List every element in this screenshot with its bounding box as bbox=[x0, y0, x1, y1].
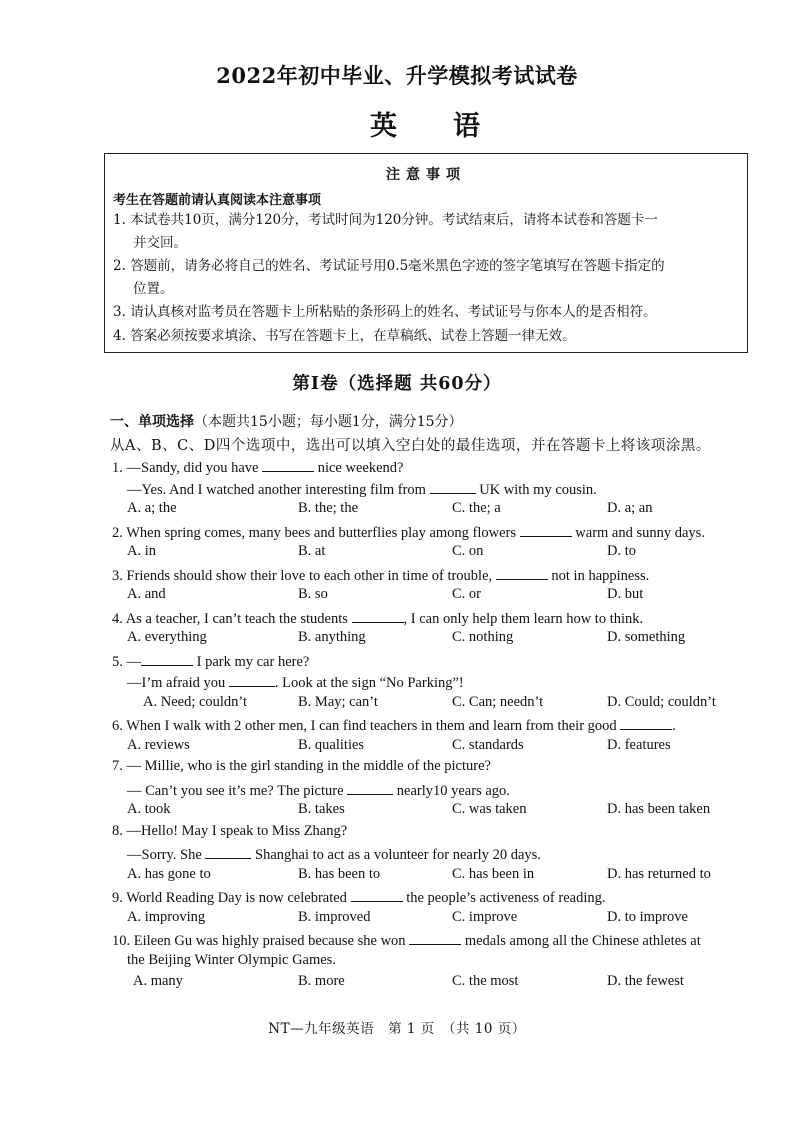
question-text: the Beijing Winter Olympic Games. bbox=[127, 951, 336, 968]
answer-option: A. has gone to bbox=[127, 865, 211, 882]
answer-option: C. standards bbox=[452, 736, 524, 753]
answer-option: B. has been to bbox=[298, 865, 381, 882]
question-text: 3. Friends should show their love to each other in time of trouble, bbox=[112, 567, 496, 584]
question-line bbox=[112, 608, 643, 628]
part-heading bbox=[110, 411, 463, 431]
answer-option: A. Need; couldn’t bbox=[143, 693, 248, 710]
answer-option: B. the; the bbox=[298, 500, 359, 516]
notice-item-continuation: 并交回。 bbox=[133, 235, 187, 251]
answer-blank bbox=[351, 887, 403, 902]
question-text: nearly10 years ago. bbox=[393, 782, 510, 799]
answer-blank bbox=[352, 608, 404, 623]
question-text: Shanghai to act as a volunteer for nearly 20 days. bbox=[251, 847, 541, 863]
question-text: 6. When I walk with 2 other men, I can find teachers in them and learn from their good bbox=[112, 718, 621, 734]
answer-option: D. features bbox=[607, 736, 671, 753]
question-text: warm and sunny days. bbox=[571, 524, 705, 541]
question-line bbox=[112, 930, 701, 950]
question-line bbox=[112, 823, 347, 840]
answer-option: A. improving bbox=[127, 908, 206, 925]
question-text: I park my car here? bbox=[193, 653, 310, 670]
question-text: 10. Eileen Gu was highly praised because she won bbox=[112, 933, 410, 949]
answer-option: A. many bbox=[133, 973, 183, 989]
answer-option: D. has been taken bbox=[607, 801, 711, 817]
question-text: —Sorry. She bbox=[127, 847, 206, 863]
answer-option: C. or bbox=[452, 586, 481, 602]
answer-option: D. something bbox=[607, 629, 686, 645]
answer-blank bbox=[347, 780, 393, 795]
notice-item bbox=[113, 255, 741, 301]
answer-option: C. on bbox=[452, 543, 484, 559]
answer-option: D. Could; couldn’t bbox=[607, 693, 716, 710]
question-text: medals among all the Chinese athletes at bbox=[461, 933, 701, 949]
answer-option: D. a; an bbox=[607, 500, 653, 516]
answer-option: C. the most bbox=[452, 973, 519, 989]
question-line bbox=[112, 715, 676, 735]
question-text: 4. As a teacher, I can’t teach the students bbox=[112, 610, 352, 627]
question-line bbox=[112, 887, 606, 907]
question-text: — Can’t you see it’s me? The picture bbox=[127, 782, 348, 799]
answer-option: C. improve bbox=[452, 908, 518, 925]
notice-item bbox=[113, 301, 741, 324]
question-line bbox=[112, 651, 309, 671]
question-text: 8. —Hello! May I speak to Miss Zhang? bbox=[112, 822, 348, 839]
answer-option: C. has been in bbox=[452, 865, 535, 882]
answer-option: B. improved bbox=[298, 908, 371, 925]
section-title: 第Ⅰ卷（选择题 共60分） bbox=[292, 374, 502, 394]
part-instruction: 从A、B、C、D四个选项中，选出可以填入空白处的最佳选项，并在答题卡上将该项涂黑。 bbox=[110, 438, 711, 454]
answer-option: A. reviews bbox=[127, 736, 190, 753]
subject-title: 英语 bbox=[370, 111, 536, 142]
notice-item-number: 2. bbox=[113, 258, 126, 274]
question-text: 1. —Sandy, did you have bbox=[112, 460, 263, 476]
notice-intro: 考生在答题前请认真阅读本注意事项 bbox=[113, 193, 322, 208]
question-text: . Look at the sign “No Parking”! bbox=[274, 675, 464, 691]
question-text: 5. — bbox=[112, 653, 141, 670]
question-text: UK with my cousin. bbox=[475, 481, 597, 498]
question-text: 7. — Millie, who is the girl standing in the middle of the picture? bbox=[112, 758, 491, 774]
question-text: the people’s activeness of reading. bbox=[402, 890, 606, 906]
question-line bbox=[127, 479, 597, 499]
question-line bbox=[127, 952, 336, 969]
answer-option: C. was taken bbox=[452, 801, 527, 817]
notice-item-continuation: 位置。 bbox=[133, 281, 174, 297]
question-line bbox=[112, 758, 491, 775]
answer-option: B. May; can’t bbox=[298, 693, 378, 710]
page-footer: NT—九年级英语 第 1 页 （共 10 页） bbox=[268, 1021, 526, 1037]
answer-option: D. the fewest bbox=[607, 973, 684, 989]
question-line bbox=[127, 844, 541, 864]
answer-option: D. to bbox=[607, 543, 636, 559]
answer-option: D. but bbox=[607, 586, 644, 602]
exam-title: 2022年初中毕业、升学模拟考试试卷 bbox=[216, 63, 578, 88]
question-line bbox=[112, 522, 705, 542]
notice-item-text: 本试卷共10页，满分120分，考试时间为120分钟。考试结束后，请将本试卷和答题卡一 bbox=[130, 212, 658, 228]
notice-heading: 注意事项 bbox=[386, 167, 466, 183]
answer-option: B. anything bbox=[298, 629, 366, 645]
question-line bbox=[112, 457, 403, 477]
question-text: . bbox=[672, 718, 676, 734]
question-line bbox=[127, 780, 510, 800]
answer-option: B. more bbox=[298, 973, 345, 989]
answer-blank bbox=[205, 844, 251, 859]
notice-box bbox=[104, 153, 748, 353]
question-line bbox=[112, 565, 649, 585]
question-text: —I’m afraid you bbox=[127, 675, 229, 691]
notice-item-text: 答案必须按要求填涂、书写在答题卡上，在草稿纸、试卷上答题一律无效。 bbox=[130, 328, 576, 344]
answer-option: B. qualities bbox=[298, 736, 365, 753]
notice-item-number: 1. bbox=[113, 212, 126, 228]
notice-item-text: 答题前，请务必将自己的姓名、考试证号用0.5毫米黑色字迹的签字笔填写在答题卡指定的 bbox=[130, 258, 665, 274]
notice-item bbox=[113, 325, 741, 348]
question-text: —Yes. And I watched another interesting film from bbox=[127, 481, 430, 498]
answer-option: A. took bbox=[127, 801, 171, 817]
question-text: , I can only help them learn how to think. bbox=[403, 610, 644, 627]
answer-option: A. in bbox=[127, 543, 156, 559]
answer-option: B. takes bbox=[298, 801, 345, 817]
answer-blank bbox=[262, 457, 314, 472]
answer-option: D. to improve bbox=[607, 908, 688, 925]
notice-item-number: 3. bbox=[113, 304, 126, 320]
part-note: （本题共15小题；每小题1分，满分15分） bbox=[194, 414, 463, 430]
answer-option: A. a; the bbox=[127, 500, 177, 516]
notice-item bbox=[113, 209, 741, 255]
answer-option: B. at bbox=[298, 543, 326, 559]
question-line bbox=[127, 672, 464, 692]
question-text: nice weekend? bbox=[314, 460, 404, 476]
answer-blank bbox=[430, 479, 476, 494]
answer-option: B. so bbox=[298, 586, 328, 602]
notice-item-text: 请认真核对监考员在答题卡上所粘贴的条形码上的姓名、考试证号与你本人的是否相符。 bbox=[130, 304, 657, 320]
answer-blank bbox=[620, 715, 672, 730]
answer-blank bbox=[229, 672, 275, 687]
question-text: not in happiness. bbox=[547, 567, 650, 584]
answer-option: C. the; a bbox=[452, 500, 501, 516]
question-text: 2. When spring comes, many bees and butterflies play among flowers bbox=[112, 524, 520, 541]
part-name: 一、单项选择 bbox=[110, 414, 194, 430]
answer-blank bbox=[409, 930, 461, 945]
notice-item-number: 4. bbox=[113, 328, 126, 344]
answer-option: D. has returned to bbox=[607, 865, 711, 882]
question-text: 9. World Reading Day is now celebrated bbox=[112, 890, 351, 906]
answer-blank bbox=[496, 565, 548, 580]
answer-blank bbox=[520, 522, 572, 537]
answer-option: C. Can; needn’t bbox=[452, 693, 544, 710]
answer-option: C. nothing bbox=[452, 629, 514, 645]
answer-blank bbox=[141, 651, 193, 666]
answer-option: A. and bbox=[127, 586, 166, 602]
answer-option: A. everything bbox=[127, 629, 207, 645]
